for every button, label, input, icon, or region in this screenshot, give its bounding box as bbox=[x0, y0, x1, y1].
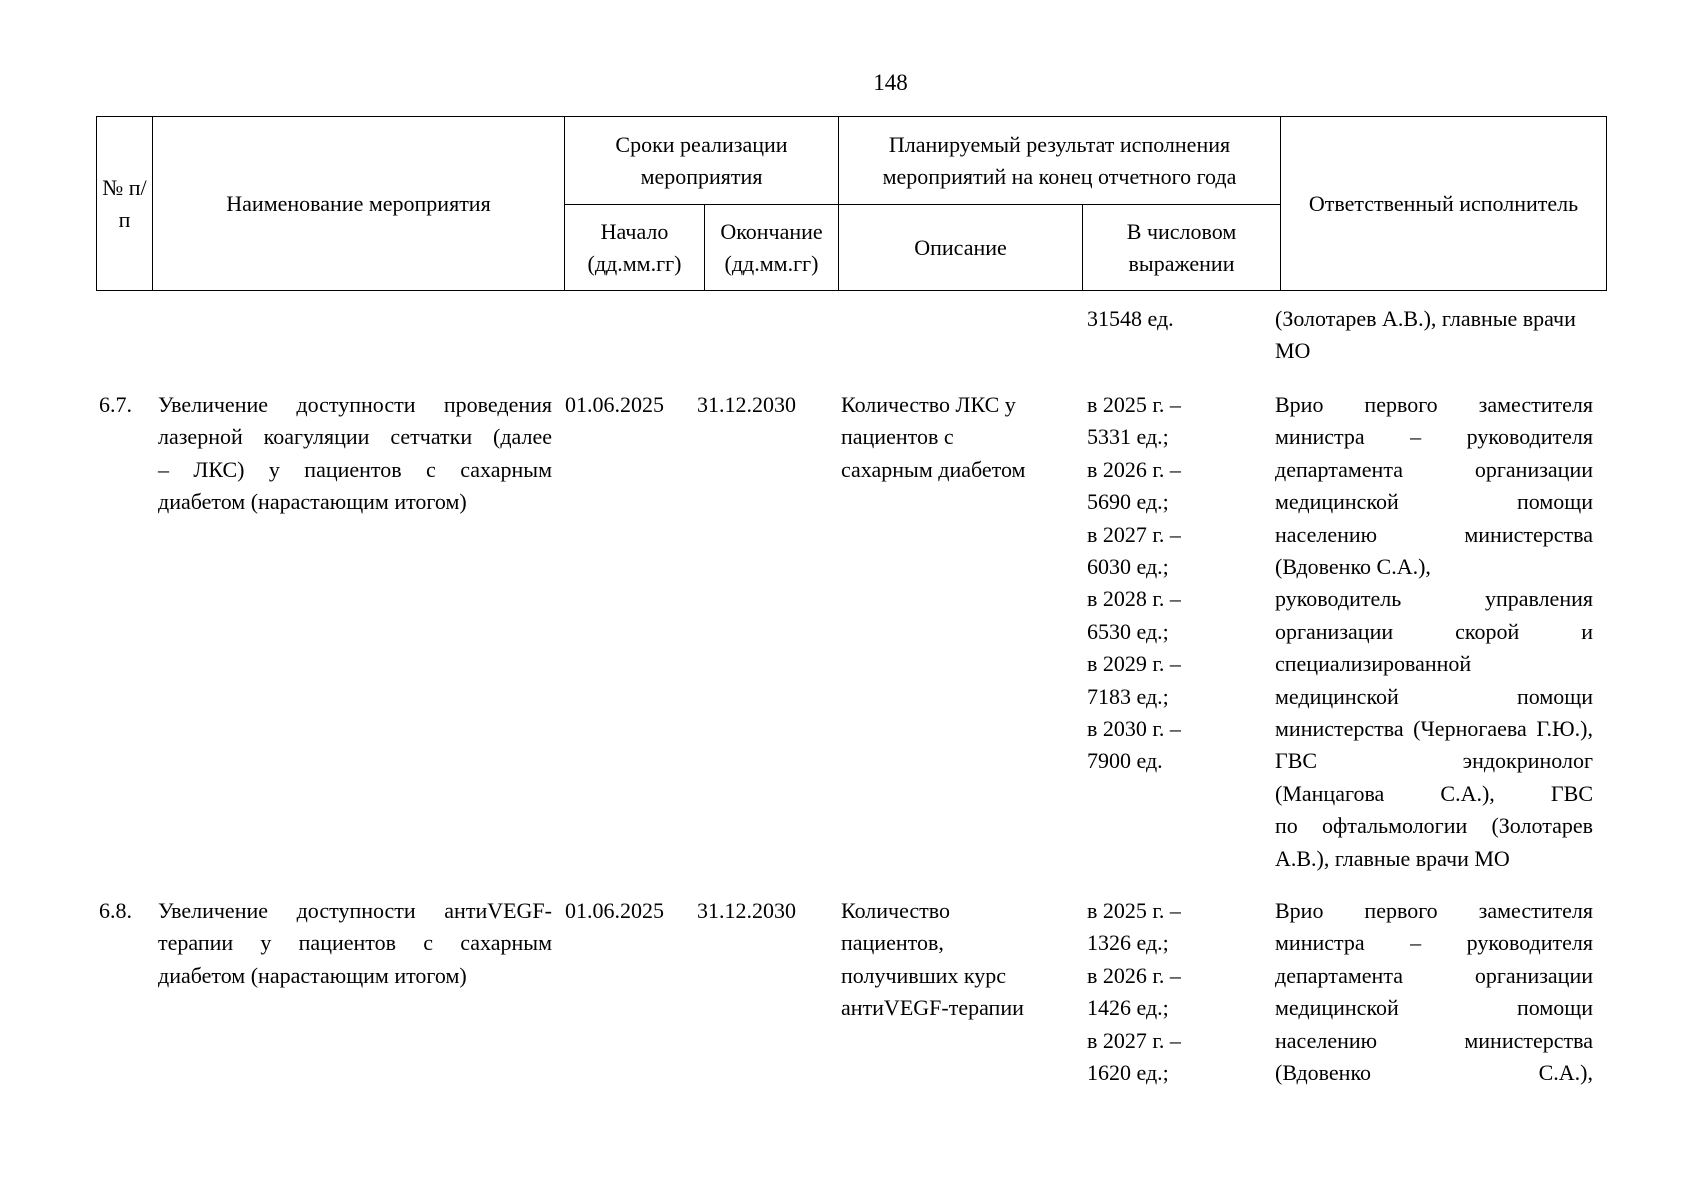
header-description: Описание bbox=[839, 205, 1083, 291]
value-line: 7900 ед. bbox=[1087, 748, 1163, 774]
desc-line: Количество ЛКС у bbox=[841, 392, 1016, 417]
value-line: в 2026 г. – bbox=[1087, 456, 1181, 482]
page-number: 148 bbox=[873, 70, 908, 95]
value-line: 1426 ед.; bbox=[1087, 995, 1169, 1021]
header-responsible: Ответственный исполнитель bbox=[1281, 117, 1607, 291]
row-values bbox=[1087, 895, 1267, 1089]
row-number: 6.7. bbox=[99, 392, 132, 417]
row-responsible bbox=[1275, 389, 1593, 875]
row-start-date: 01.06.2025 bbox=[565, 392, 664, 417]
header-end: Окончание (дд.мм.гг) bbox=[705, 205, 839, 291]
desc-line: сахарным диабетом bbox=[841, 456, 1026, 482]
value-line: 6530 ед.; bbox=[1087, 618, 1169, 644]
name-line: диабетом (нарастающим итогом) bbox=[158, 962, 467, 988]
responsible-line: министра – руководителя bbox=[1275, 930, 1593, 956]
table-sheet bbox=[96, 116, 1606, 1086]
name-line: Увеличение доступности проведения bbox=[158, 392, 552, 417]
row-name bbox=[158, 895, 552, 992]
responsible-line: А.В.), главные врачи МО bbox=[1275, 845, 1510, 871]
row-values bbox=[1087, 389, 1267, 778]
value-line: в 2027 г. – bbox=[1087, 521, 1181, 547]
row-responsible bbox=[1275, 895, 1593, 1089]
responsible-line: министра – руководителя bbox=[1275, 424, 1593, 450]
name-line: лазерной коагуляции сетчатки (далее bbox=[158, 424, 552, 450]
desc-line: пациентов с bbox=[841, 424, 954, 450]
value-line: 5331 ед.; bbox=[1087, 424, 1169, 450]
row-end-date: 31.12.2030 bbox=[697, 898, 796, 923]
continuation-responsible bbox=[1275, 303, 1593, 368]
responsible-line: (Вдовенко С.А.), bbox=[1275, 1060, 1593, 1086]
value-line: 6030 ед.; bbox=[1087, 554, 1169, 580]
name-line: диабетом (нарастающим итогом) bbox=[158, 489, 467, 515]
responsible-line: специализированной bbox=[1275, 651, 1472, 677]
value-line: 7183 ед.; bbox=[1087, 683, 1169, 709]
responsible-line: по офтальмологии (Золотарев bbox=[1275, 813, 1593, 839]
name-line: Увеличение доступности антиVEGF- bbox=[158, 898, 552, 923]
responsible-line: руководитель управления bbox=[1275, 586, 1593, 612]
responsible-line: медицинской помощи bbox=[1275, 995, 1593, 1021]
value-line: в 2029 г. – bbox=[1087, 651, 1181, 677]
desc-line: антиVEGF-терапии bbox=[841, 995, 1024, 1021]
name-line: терапии у пациентов с сахарным bbox=[158, 930, 552, 956]
value-line: 1620 ед.; bbox=[1087, 1060, 1169, 1086]
row-name bbox=[158, 389, 552, 519]
responsible-line: организации скорой и bbox=[1275, 618, 1593, 644]
value-line: в 2028 г. – bbox=[1087, 586, 1181, 612]
continuation-value: 31548 ед. bbox=[1087, 306, 1174, 331]
row-number: 6.8. bbox=[99, 898, 132, 923]
responsible-line: департамента организации bbox=[1275, 456, 1593, 482]
responsible-line: (Золотарев А.В.), главные врачи bbox=[1275, 306, 1576, 331]
responsible-line: медицинской помощи bbox=[1275, 489, 1593, 515]
desc-line: Количество bbox=[841, 898, 951, 923]
desc-line: пациентов, bbox=[841, 930, 944, 956]
responsible-line: населению министерства bbox=[1275, 521, 1593, 547]
value-line: 5690 ед.; bbox=[1087, 489, 1169, 515]
responsible-line: Врио первого заместителя bbox=[1275, 392, 1593, 417]
row-description bbox=[841, 389, 1071, 486]
header-number: № п/п bbox=[97, 117, 153, 291]
value-line: 1326 ед.; bbox=[1087, 930, 1169, 956]
name-line: – ЛКС) у пациентов с сахарным bbox=[158, 456, 552, 482]
row-start-date: 01.06.2025 bbox=[565, 898, 664, 923]
header-numeric: В числовом выражении bbox=[1083, 205, 1281, 291]
value-line: в 2030 г. – bbox=[1087, 716, 1181, 742]
header-start: Начало (дд.мм.гг) bbox=[565, 205, 705, 291]
responsible-line: населению министерства bbox=[1275, 1027, 1593, 1053]
header-terms: Сроки реализации мероприятия bbox=[565, 117, 839, 205]
responsible-line: министерства (Черногаева Г.Ю.), bbox=[1275, 716, 1593, 742]
header-planned: Планируемый результат исполнения мероприятий на конец отчетного года bbox=[839, 117, 1281, 205]
responsible-line: ГВС эндокринолог bbox=[1275, 748, 1593, 774]
responsible-line: МО bbox=[1275, 338, 1311, 364]
value-line: в 2026 г. – bbox=[1087, 962, 1181, 988]
row-description bbox=[841, 895, 1071, 1025]
responsible-line: (Вдовенко С.А.), bbox=[1275, 554, 1431, 580]
responsible-line: (Манцагова С.А.), ГВС bbox=[1275, 780, 1593, 806]
value-line: в 2025 г. – bbox=[1087, 898, 1181, 923]
responsible-line: медицинской помощи bbox=[1275, 683, 1593, 709]
table-header bbox=[96, 116, 1607, 291]
value-line: в 2025 г. – bbox=[1087, 392, 1181, 417]
responsible-line: Врио первого заместителя bbox=[1275, 898, 1593, 923]
value-line: в 2027 г. – bbox=[1087, 1027, 1181, 1053]
row-end-date: 31.12.2030 bbox=[697, 392, 796, 417]
responsible-line: департамента организации bbox=[1275, 962, 1593, 988]
header-name: Наименование мероприятия bbox=[153, 117, 565, 291]
desc-line: получивших курс bbox=[841, 962, 1007, 988]
